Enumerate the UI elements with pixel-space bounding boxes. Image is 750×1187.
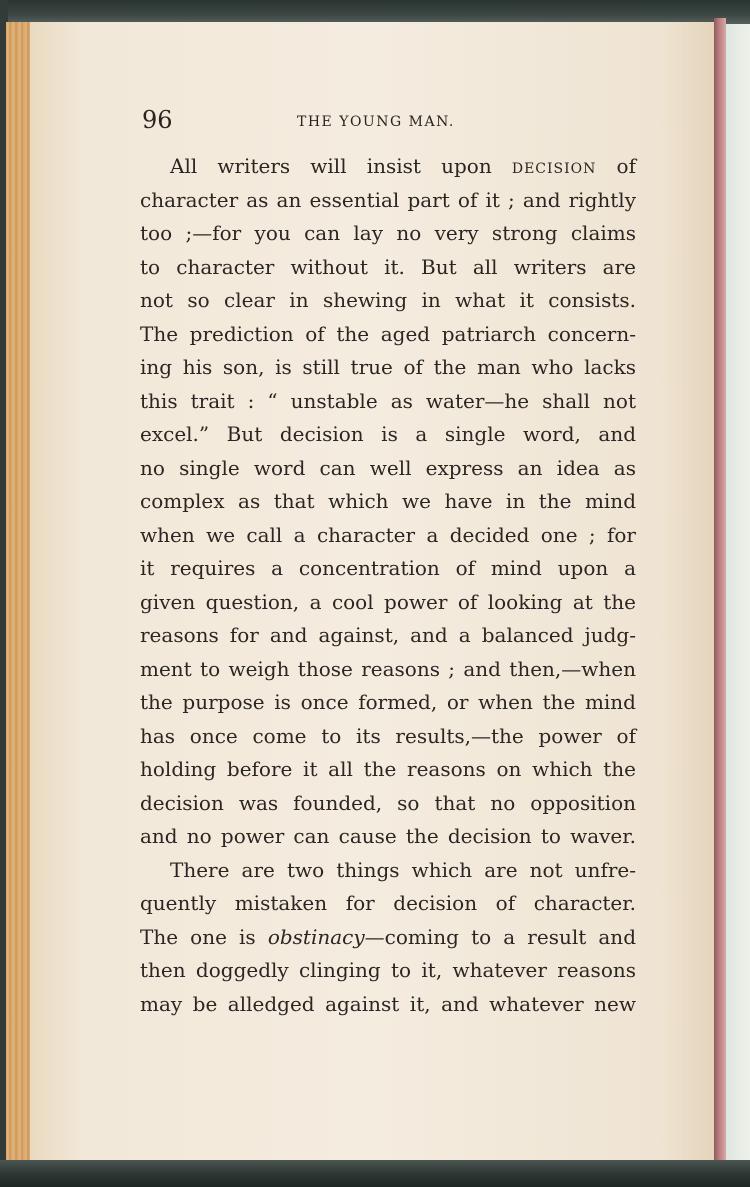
body-text: [140, 150, 636, 1030]
text-line: quently mistaken for decision of character.: [140, 891, 636, 915]
text-line: has once come to its results,—the power of: [140, 723, 636, 748]
text-line: not so clear in shewing in what it consists.: [140, 288, 636, 312]
page-header: [140, 106, 640, 136]
text-line: and no power can cause the decision to waver.: [140, 824, 636, 848]
text-line: when we call a character a decided one ; for: [140, 522, 636, 547]
text-line: ment to weigh those reasons ; and then,—when: [140, 656, 636, 681]
text-line: it requires a concentration of mind upon a: [140, 556, 636, 580]
book-cover-bottom: [0, 1160, 750, 1187]
facing-page-edge: [726, 24, 750, 1160]
italic-obstinacy: obstinacy: [267, 924, 365, 949]
smallcaps-decision: decision: [511, 154, 597, 178]
text-line: too ;—for you can lay no very strong claims: [140, 221, 636, 245]
book-cover-top: [0, 0, 750, 24]
page-number: 96: [142, 106, 173, 134]
text-line: then doggedly clinging to it, whatever reasons: [140, 958, 636, 982]
running-head: THE YOUNG MAN.: [297, 114, 455, 130]
text-line: decision was founded, so that no opposition: [140, 790, 636, 815]
text-line: complex as that which we have in the mind: [140, 489, 636, 513]
paragraph-2-line-1: There are two things which are not unfre-: [170, 857, 636, 882]
text-line: character as an essential part of it ; and rightly: [140, 187, 636, 212]
text-line: to character without it. But all writers are: [140, 254, 636, 279]
text-line: no single word can well express an idea as: [140, 455, 636, 480]
text-line: holding before it all the reasons on which the: [140, 757, 636, 781]
paragraph-1-line-1: All writers will insist upon decision of: [170, 154, 636, 178]
text-line: the purpose is once formed, or when the mind: [140, 690, 636, 714]
text-line: reasons for and against, and a balanced judg-: [140, 623, 636, 647]
text-line: The prediction of the aged patriarch concern-: [140, 321, 636, 346]
binding-strip: [714, 18, 726, 1164]
text-line: this trait : “ unstable as water—he shall not: [140, 388, 636, 413]
text-line: may be alledged against it, and whatever new: [140, 991, 636, 1016]
paragraph-2-line-3: The one is obstinacy—coming to a result and: [140, 924, 636, 949]
text-line: given question, a cool power of looking at the: [140, 589, 636, 614]
text-line: excel.” But decision is a single word, and: [140, 422, 636, 446]
text-line: ing his son, is still true of the man who lacks: [140, 355, 636, 379]
